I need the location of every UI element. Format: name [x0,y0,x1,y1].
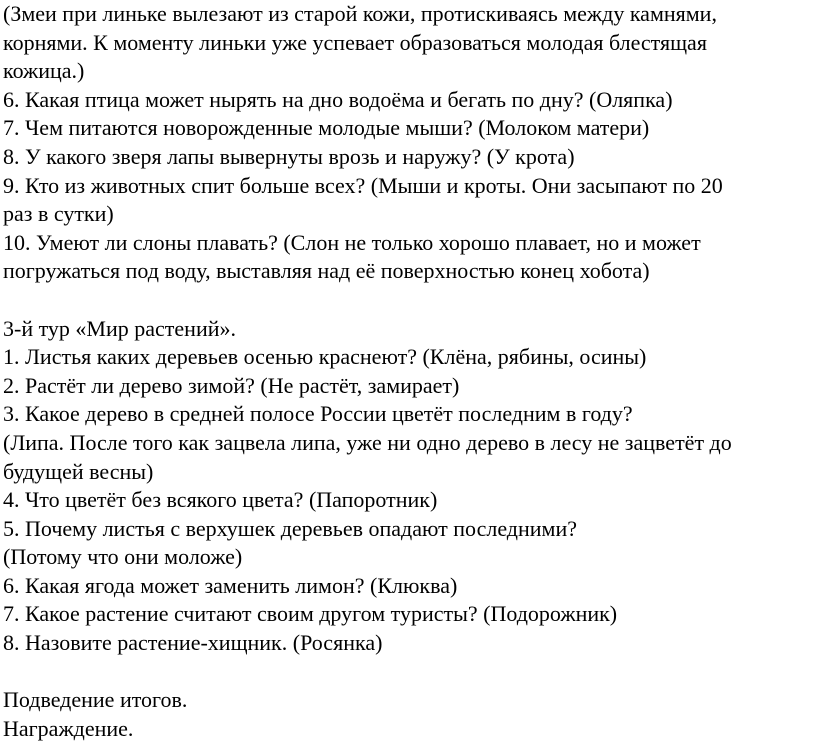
text-line: кожица.) [3,58,85,84]
section-heading: 3-й тур «Мир растений». [3,315,236,341]
plant-question-5: 5. Почему листья с верхушек деревьев опадают последними? [3,515,577,541]
question-6: 6. Какая птица может нырять на дно водоёма и бегать по дну? (Оляпка) [3,86,673,112]
awards-line: Награждение. [3,715,134,741]
plant-question-7: 7. Какое растение считают своим другом туристы? (Подорожник) [3,601,618,627]
text-line: (Змеи при линьке вылезают из старой кожи, протискиваясь между камнями, [3,1,717,26]
plant-question-6: 6. Какая ягода может заменить лимон? (Клюква) [3,572,458,598]
text-line: (Липа. После того как зацвела липа, уже ни одно дерево в лесу не зацветёт до [3,429,732,455]
text-line: корнями. К моменту линьки уже успевает образоваться молодая блестящая [3,29,707,55]
plant-question-8: 8. Назовите растение-хищник. (Росянка) [3,630,383,656]
plant-question-1: 1. Листья каких деревьев осенью краснеют? (Клёна, рябины, осины) [3,344,647,370]
blank-line [3,658,816,687]
question-9: 9. Кто из животных спит больше всех? (Мыши и кроты. Они засыпают по 20 [3,172,723,198]
text-line: погружаться под воду, выставляя над её поверхностью конец хобота) [3,258,650,284]
question-8: 8. У какого зверя лапы вывернуты врозь и наружу? (У крота) [3,143,575,169]
text-line: раз в сутки) [3,201,114,227]
plant-question-3: 3. Какое дерево в средней полосе России цветёт последним в году? [3,401,633,427]
blank-line [3,286,816,315]
text-line: (Потому что они моложе) [3,544,243,570]
plant-question-2: 2. Растёт ли дерево зимой? (Не растёт, замирает) [3,372,460,398]
summary-line: Подведение итогов. [3,687,188,713]
question-10: 10. Умеют ли слоны плавать? (Слон не только хорошо плавает, но и может [3,229,701,255]
text-line: будущей весны) [3,458,154,484]
plant-question-4: 4. Что цветёт без всякого цвета? (Папоротник) [3,487,438,513]
question-7: 7. Чем питаются новорожденные молодые мыши? (Молоком матери) [3,115,650,141]
